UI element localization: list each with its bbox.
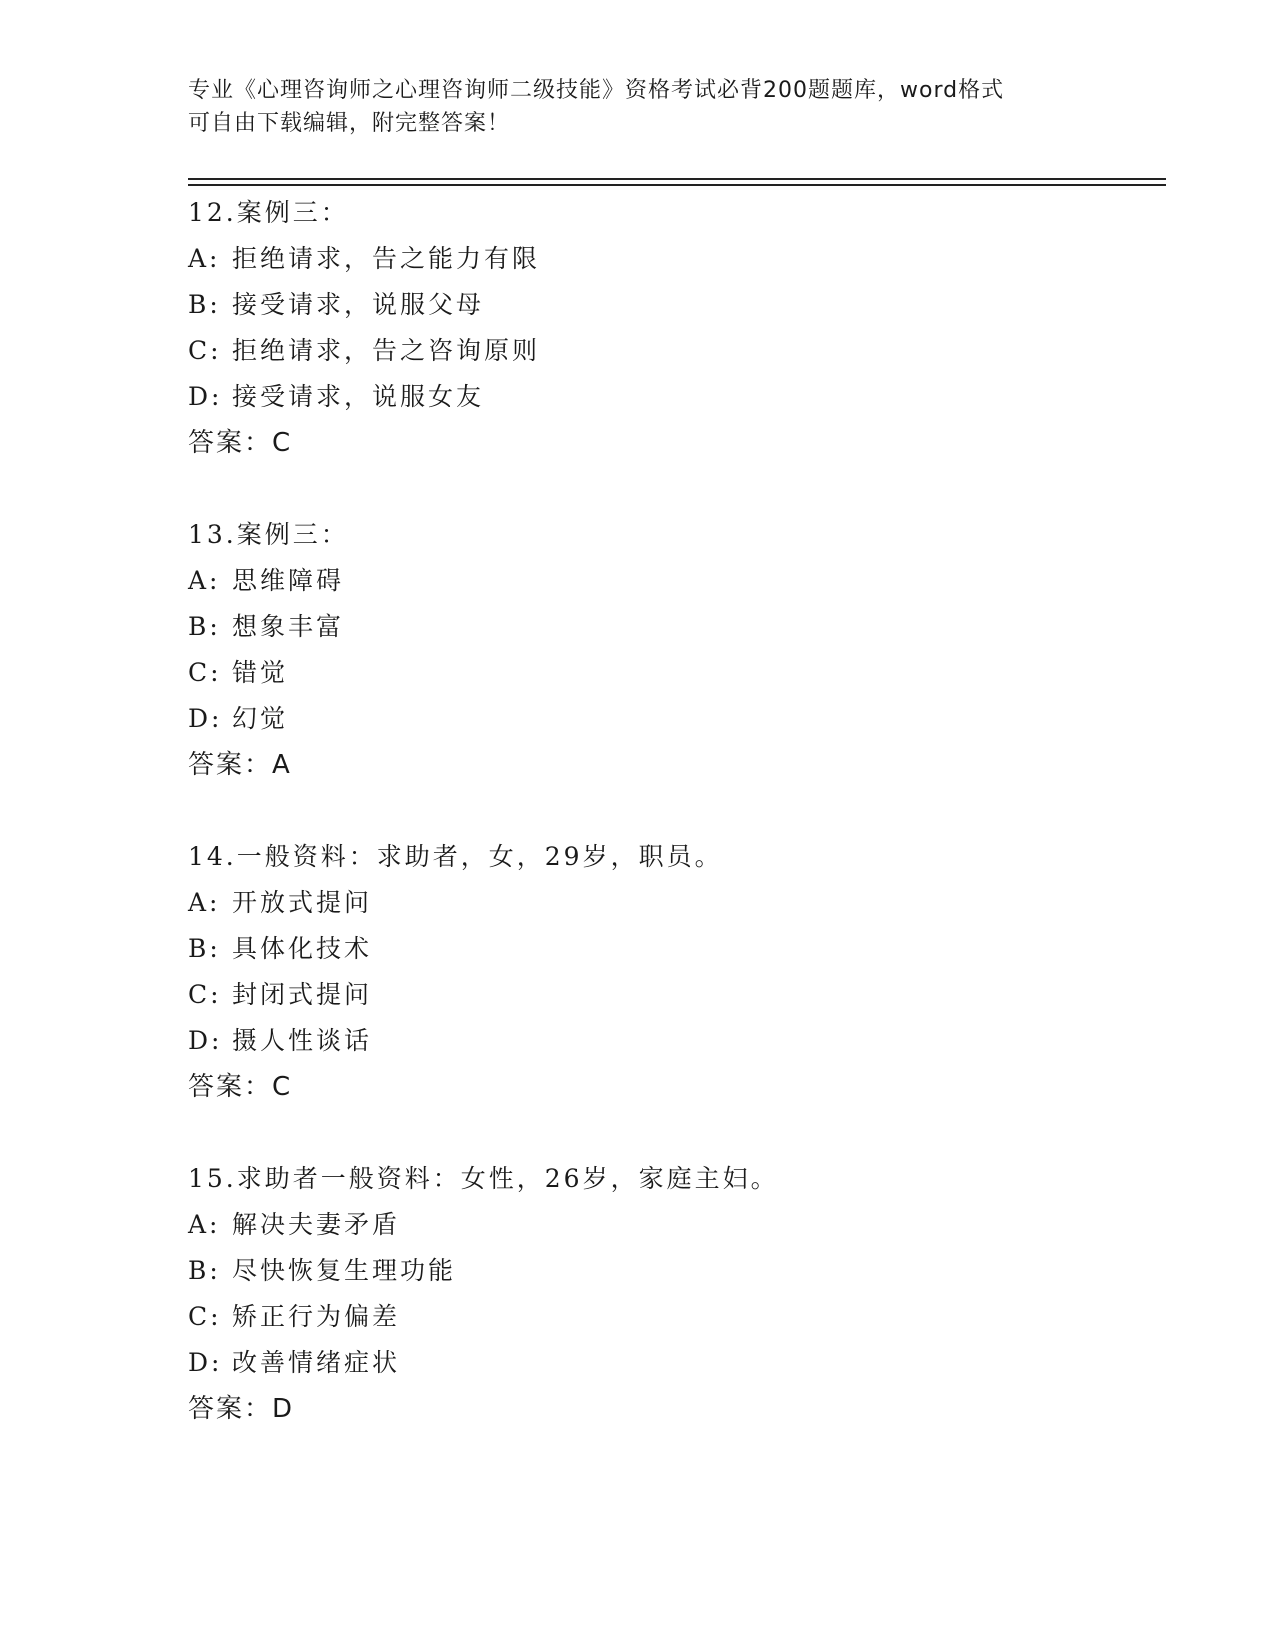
option-text: 拒绝请求，告之能力有限 xyxy=(232,244,541,273)
option-text: 矫正行为偏差 xyxy=(232,1302,401,1331)
option-d xyxy=(188,1018,1166,1064)
option-text: 错觉 xyxy=(232,658,289,687)
option-letter: D: xyxy=(188,704,223,733)
option-letter: A: xyxy=(188,1210,221,1239)
option-letter: B: xyxy=(188,290,221,319)
header-divider-bottom xyxy=(188,184,1166,186)
option-d xyxy=(188,1340,1166,1386)
question-stem: 14.一般资料：求助者，女，29岁，职员。 xyxy=(188,842,723,871)
question-14 xyxy=(188,834,1166,1110)
option-a xyxy=(188,558,1166,604)
option-letter: C: xyxy=(188,336,222,365)
option-letter: D: xyxy=(188,1026,223,1055)
answer-line: 答案：A xyxy=(188,750,292,780)
option-text: 拒绝请求，告之咨询原则 xyxy=(232,336,541,365)
option-letter: A: xyxy=(188,244,221,273)
option-text: 改善情绪症状 xyxy=(232,1348,401,1377)
question-12 xyxy=(188,190,1166,466)
answer-line: 答案：C xyxy=(188,1072,293,1102)
answer-line: 答案：D xyxy=(188,1394,295,1424)
option-a xyxy=(188,236,1166,282)
option-text: 幻觉 xyxy=(232,704,289,733)
option-d xyxy=(188,696,1166,742)
option-text: 想象丰富 xyxy=(232,612,345,641)
option-c xyxy=(188,328,1166,374)
option-text: 思维障碍 xyxy=(232,566,345,595)
option-letter: D: xyxy=(188,382,223,411)
option-b xyxy=(188,926,1166,972)
option-text: 开放式提问 xyxy=(232,888,373,917)
option-letter: C: xyxy=(188,980,222,1009)
header-divider-top xyxy=(188,178,1166,180)
option-letter: A: xyxy=(188,566,221,595)
option-letter: C: xyxy=(188,658,222,687)
option-letter: B: xyxy=(188,612,221,641)
option-c xyxy=(188,1294,1166,1340)
option-letter: B: xyxy=(188,1256,221,1285)
question-15 xyxy=(188,1156,1166,1432)
option-c xyxy=(188,650,1166,696)
option-b xyxy=(188,282,1166,328)
option-text: 封闭式提问 xyxy=(232,980,373,1009)
option-text: 尽快恢复生理功能 xyxy=(232,1256,457,1285)
header-line-2: 可自由下载编辑，附完整答案！ xyxy=(188,111,511,136)
option-d xyxy=(188,374,1166,420)
option-text: 解决夫妻矛盾 xyxy=(232,1210,401,1239)
option-letter: D: xyxy=(188,1348,223,1377)
option-letter: B: xyxy=(188,934,221,963)
option-c xyxy=(188,972,1166,1018)
question-list xyxy=(188,190,1166,1478)
answer-line: 答案：C xyxy=(188,428,293,458)
question-stem: 12.案例三： xyxy=(188,198,349,227)
header-line-1: 专业《心理咨询师之心理咨询师二级技能》资格考试必背200题题库，word格式 xyxy=(188,78,1005,103)
option-text: 具体化技术 xyxy=(232,934,373,963)
option-b xyxy=(188,604,1166,650)
question-stem: 13.案例三： xyxy=(188,520,349,549)
option-a xyxy=(188,1202,1166,1248)
question-stem: 15.求助者一般资料：女性，26岁，家庭主妇。 xyxy=(188,1164,779,1193)
option-a xyxy=(188,880,1166,926)
question-13 xyxy=(188,512,1166,788)
option-letter: A: xyxy=(188,888,221,917)
document-header xyxy=(188,74,1088,140)
option-text: 接受请求，说服女友 xyxy=(232,382,485,411)
option-letter: C: xyxy=(188,1302,222,1331)
option-text: 摄人性谈话 xyxy=(232,1026,373,1055)
option-b xyxy=(188,1248,1166,1294)
option-text: 接受请求，说服父母 xyxy=(232,290,485,319)
